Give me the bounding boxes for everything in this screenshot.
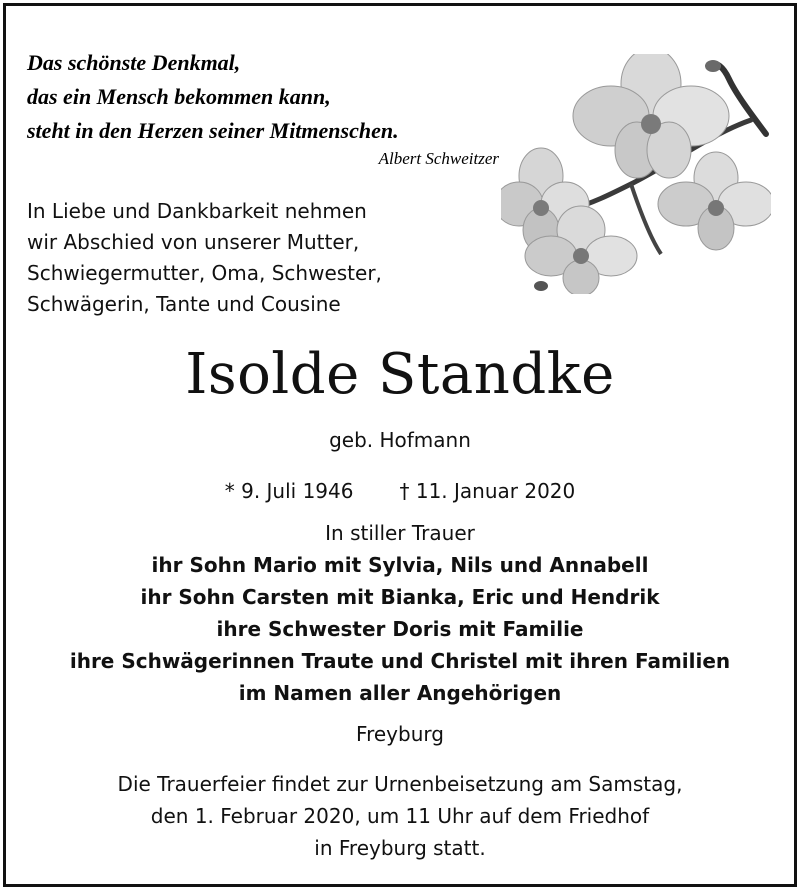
intro-text: [27, 196, 497, 320]
mourner-line: ihr Sohn Mario mit Sylvia, Nils und Annabell: [151, 553, 649, 577]
death-date: † 11. Januar 2020: [399, 479, 576, 503]
birth-date: * 9. Juli 1946: [224, 479, 354, 503]
quote-line: das ein Mensch bekommen kann,: [27, 84, 331, 109]
mourner-line: ihr Sohn Carsten mit Bianka, Eric und Hendrik: [140, 585, 660, 609]
quote-block: [27, 46, 507, 170]
quote-line: steht in den Herzen seiner Mitmenschen.: [27, 118, 399, 143]
ceremony-line: Die Trauerfeier findet zur Urnenbeisetzung am Samstag,: [117, 772, 683, 796]
ceremony-notice: [6, 768, 794, 864]
ceremony-line: in Freyburg statt.: [314, 836, 486, 860]
intro-line: Schwiegermutter, Oma, Schwester,: [27, 261, 382, 285]
deceased-name: Isolde Standke: [185, 342, 615, 407]
mourner-line: im Namen aller Angehörigen: [238, 681, 562, 705]
orchid-icon: [501, 54, 771, 294]
intro-line: wir Abschied von unserer Mutter,: [27, 230, 360, 254]
mourner-line: ihre Schwägerinnen Traute und Christel mit ihren Familien: [69, 649, 731, 673]
quote-line: Das schönste Denkmal,: [27, 50, 241, 75]
life-dates: [6, 476, 794, 506]
mourning-heading: In stiller Trauer: [325, 521, 475, 545]
maiden-name: geb. Hofmann: [329, 428, 471, 452]
obituary-frame: [3, 3, 797, 887]
mourner-line: ihre Schwester Doris mit Familie: [216, 617, 584, 641]
intro-line: Schwägerin, Tante und Cousine: [27, 292, 341, 316]
quote-author: Albert Schweitzer: [378, 149, 499, 168]
place-name: Freyburg: [356, 722, 444, 746]
mourners-list: [6, 549, 794, 709]
ceremony-line: den 1. Februar 2020, um 11 Uhr auf dem Friedhof: [150, 804, 650, 828]
intro-line: In Liebe und Dankbarkeit nehmen: [27, 199, 367, 223]
